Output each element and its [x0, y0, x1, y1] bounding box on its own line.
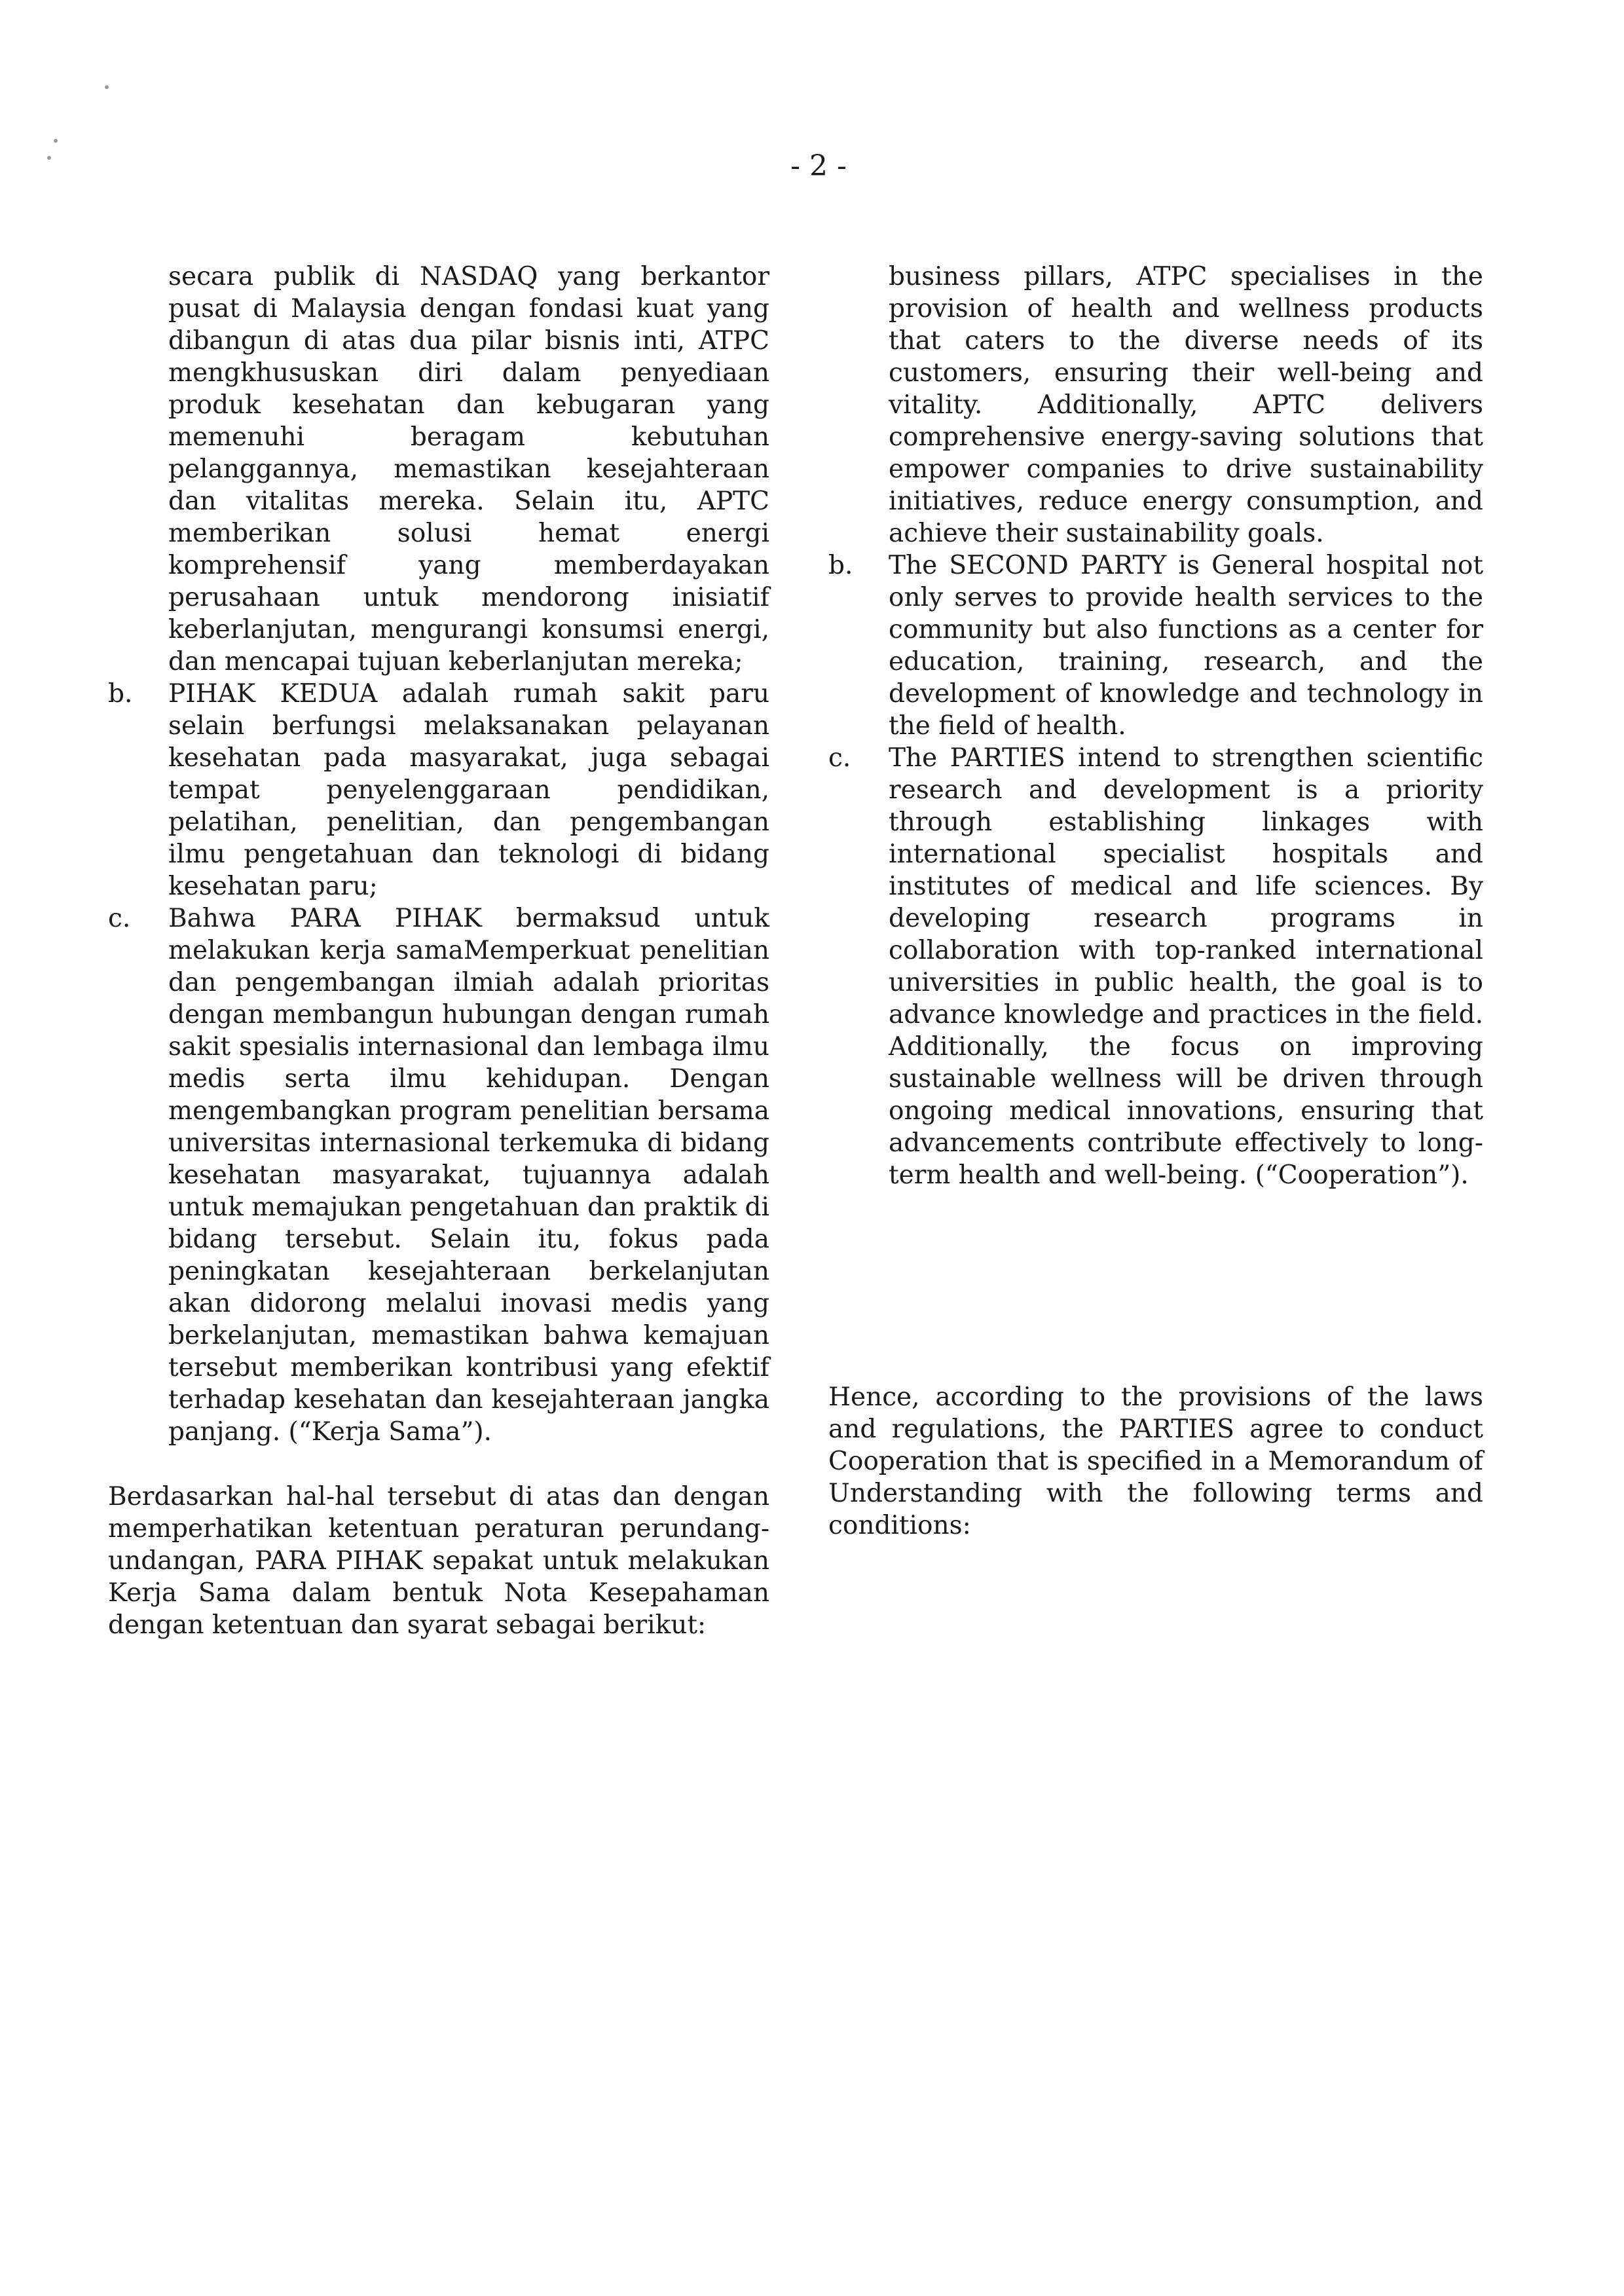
party-one-description-continued: secara publik di NASDAQ yang berkantor pusat di Malaysia dengan fondasi kuat yang dibangun di atas dua pilar bisnis inti, ATPC mengkhususkan diri dalam penyediaan produk kesehatan dan kebugaran yang memenuhi beragam kebutuhan pelanggannya, memastikan kesejahteraan dan vitalitas mereka. Selain itu, APTC memberikan solusi hemat energi komprehensif yang memberdayakan perusahaan untuk mendorong inisiatif keberlanjutan, mengurangi konsumsi energi, dan mencapai tujuan keberlanjutan mereka; — [168, 262, 769, 676]
list-marker: c. — [828, 743, 851, 773]
page-number: - 2 - — [790, 149, 847, 183]
list-marker: c. — [108, 904, 131, 933]
closing-paragraph: Berdasarkan hal-hal tersebut di atas dan dengan memperhatikan ketentuan peraturan perundang-undangan, PARA PIHAK sepakat untuk melakukan Kerja Sama dalam bentuk Nota Kesepahaman dengan ketentuan dan syarat sebagai berikut: — [108, 1482, 769, 1640]
scan-speck — [105, 85, 109, 89]
list-item — [828, 549, 1483, 742]
closing-paragraph: Hence, according to the provisions of the laws and regulations, the PARTIES agree to conduct Cooperation that is specified in a Memorandum of Understanding with the following terms and conditions: — [828, 1382, 1483, 1540]
list-item-text: The PARTIES intend to strengthen scientific research and development is a priority through establishing linkages with international specialist hospitals and institutes of medical and life sciences. By developing research programs in collaboration with top-ranked international universities in public health, the goal is to advance knowledge and practices in the field. Additionally, the focus on improving sustainable wellness will be driven through ongoing medical innovations, ensuring that advancements contribute effectively to long-term health and well-being. (“Cooperation”). — [889, 743, 1483, 1190]
list-marker: b. — [828, 551, 853, 580]
list-item — [108, 678, 769, 902]
list-item-text: Bahwa PARA PIHAK bermaksud untuk melakukan kerja samaMemperkuat penelitian dan pengembangan ilmiah adalah prioritas dengan membangun hubungan dengan rumah sakit spesialis internasional dan lembaga ilmu medis serta ilmu kehidupan. Dengan mengembangkan program penelitian bersama universitas internasional terkemuka di bidang kesehatan masyarakat, tujuannya adalah untuk memajukan pengetahuan dan praktik di bidang tersebut. Selain itu, fokus pada peningkatan kesejahteraan berkelanjutan akan didorong melalui inovasi medis yang berkelanjutan, memastikan bahwa kemajuan tersebut memberikan kontribusi yang efektif terhadap kesehatan dan kesejahteraan jangka panjang. (“Kerja Sama”). — [168, 904, 769, 1447]
list-item-text: The SECOND PARTY is General hospital not only serves to provide health services to the community but also functions as a center for education, training, research, and the development of knowledge and technology in the field of health. — [889, 551, 1483, 741]
list-item — [108, 902, 769, 1448]
scan-speck — [47, 156, 51, 160]
list-item-text: PIHAK KEDUA adalah rumah sakit paru selain berfungsi melaksanakan pelayanan kesehatan pada masyarakat, juga sebagai tempat penyelenggaraan pendidikan, pelatihan, penelitian, dan pengembangan ilmu pengetahuan dan teknologi di bidang kesehatan paru; — [168, 679, 769, 901]
indonesian-column — [108, 261, 769, 1641]
list-marker: b. — [108, 679, 133, 709]
list-item — [828, 742, 1483, 1191]
scan-speck — [54, 139, 58, 143]
party-one-description-continued: business pillars, ATPC specialises in the provision of health and wellness products that caters to the diverse needs of its customers, ensuring their well-being and vitality. Additionally, APTC delivers comprehensive energy-saving solutions that empower companies to drive sustainability initiatives, reduce energy consumption, and achieve their sustainability goals. — [889, 262, 1483, 548]
english-column — [828, 261, 1483, 1542]
